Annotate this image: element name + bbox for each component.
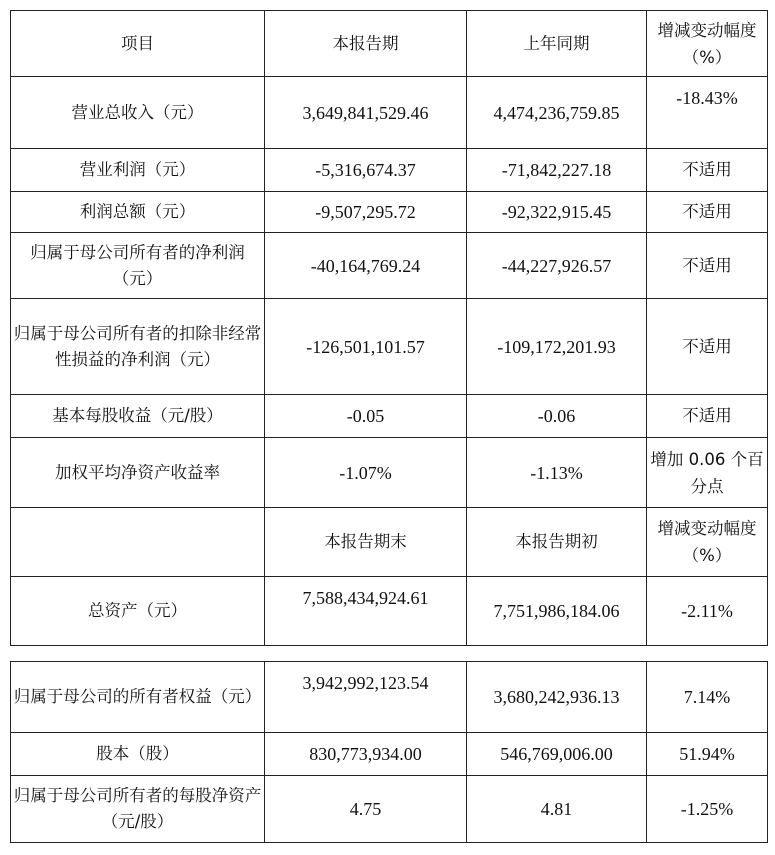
row-current: 3,942,992,123.54 — [265, 662, 467, 733]
table-row — [11, 577, 768, 646]
row-prior: 3,680,242,936.13 — [467, 662, 647, 733]
table-row — [11, 149, 768, 192]
row-change: 不适用 — [647, 395, 768, 438]
financial-table-equity — [10, 661, 768, 843]
table-row — [11, 733, 768, 776]
table-row — [11, 233, 768, 299]
financial-table-main — [10, 10, 768, 646]
subheader-row — [11, 508, 768, 577]
row-current: -0.05 — [265, 395, 467, 438]
row-current: 4.75 — [265, 776, 467, 843]
table-row — [11, 662, 768, 733]
subheader-item — [11, 508, 265, 577]
row-prior: 4.81 — [467, 776, 647, 843]
row-label: 归属于母公司所有者的扣除非经常性损益的净利润（元） — [11, 299, 265, 395]
row-prior: -0.06 — [467, 395, 647, 438]
row-current: -126,501,101.57 — [265, 299, 467, 395]
table-row — [11, 77, 768, 149]
table-row — [11, 776, 768, 843]
row-label: 归属于母公司所有者的每股净资产（元/股） — [11, 776, 265, 843]
row-change: 不适用 — [647, 299, 768, 395]
row-label: 加权平均净资产收益率 — [11, 438, 265, 508]
row-prior: 4,474,236,759.85 — [467, 77, 647, 149]
row-change: 增加 0.06 个百分点 — [647, 438, 768, 508]
row-change: 51.94% — [647, 733, 768, 776]
row-current: -1.07% — [265, 438, 467, 508]
row-prior: 546,769,006.00 — [467, 733, 647, 776]
row-label: 营业利润（元） — [11, 149, 265, 192]
table-row — [11, 299, 768, 395]
row-prior: -109,172,201.93 — [467, 299, 647, 395]
row-prior: -44,227,926.57 — [467, 233, 647, 299]
row-current: -9,507,295.72 — [265, 192, 467, 233]
header-change: 增减变动幅度（%） — [647, 11, 768, 77]
row-label: 归属于母公司所有者的净利润（元） — [11, 233, 265, 299]
row-current: -5,316,674.37 — [265, 149, 467, 192]
table-row — [11, 192, 768, 233]
header-current: 本报告期 — [265, 11, 467, 77]
header-prior: 上年同期 — [467, 11, 647, 77]
row-change: 7.14% — [647, 662, 768, 733]
row-label: 基本每股收益（元/股） — [11, 395, 265, 438]
row-prior: 7,751,986,184.06 — [467, 577, 647, 646]
row-change: 不适用 — [647, 192, 768, 233]
row-label: 利润总额（元） — [11, 192, 265, 233]
row-change: 不适用 — [647, 149, 768, 192]
row-label: 总资产（元） — [11, 577, 265, 646]
subheader-prior: 本报告期初 — [467, 508, 647, 577]
subheader-current: 本报告期末 — [265, 508, 467, 577]
table-row — [11, 395, 768, 438]
table-row — [11, 438, 768, 508]
row-current: 3,649,841,529.46 — [265, 77, 467, 149]
row-change: 不适用 — [647, 233, 768, 299]
row-change: -18.43% — [647, 77, 768, 149]
header-item: 项目 — [11, 11, 265, 77]
row-change: -2.11% — [647, 577, 768, 646]
row-prior: -92,322,915.45 — [467, 192, 647, 233]
row-current: 830,773,934.00 — [265, 733, 467, 776]
subheader-change: 增减变动幅度（%） — [647, 508, 768, 577]
row-prior: -1.13% — [467, 438, 647, 508]
row-label: 归属于母公司的所有者权益（元） — [11, 662, 265, 733]
row-prior: -71,842,227.18 — [467, 149, 647, 192]
row-label: 股本（股） — [11, 733, 265, 776]
row-current: -40,164,769.24 — [265, 233, 467, 299]
row-current: 7,588,434,924.61 — [265, 577, 467, 646]
row-change: -1.25% — [647, 776, 768, 843]
header-row — [11, 11, 768, 77]
row-label: 营业总收入（元） — [11, 77, 265, 149]
